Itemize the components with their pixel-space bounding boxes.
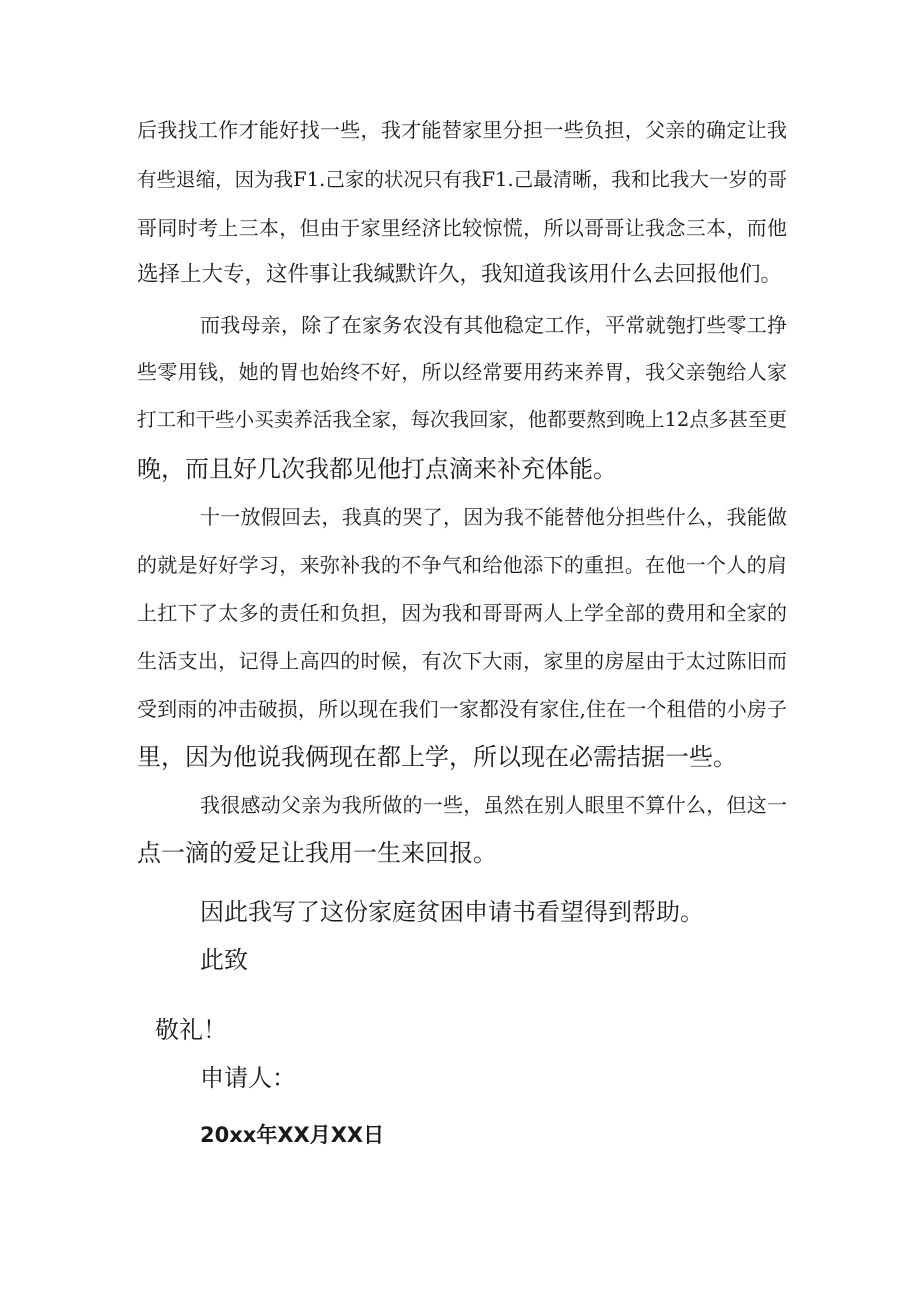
paragraph-line: 受到雨的冲击破损，所以现在我们一家都没有家住,住在一个租借的小房子 (137, 697, 787, 721)
paragraph-line: 打工和干些小买卖养活我全家，每次我回家，他都要熬到晚上12点多甚至更 (137, 408, 787, 431)
paragraph-line: 的就是好好学习，来弥补我的不争气和给他添下的重担。在他一个人的肩 (137, 553, 787, 577)
paragraph-line: 些零用钱，她的胃也始终不好，所以经常要用药来养胃，我父亲匏给人家 (137, 360, 787, 384)
paragraph-line: 我很感动父亲为我所做的一些，虽然在别人眼里不算什么，但这一 (200, 793, 787, 817)
paragraph-line: 晚，而且好几次我都见他打点滴来补充体能。 (137, 455, 617, 483)
paragraph-line: 十一放假回去，我真的哭了，因为我不能替他分担些什么，我能做 (200, 505, 787, 529)
paragraph-line: 有些退缩，因为我F1.己家的状况只有我F1.己最清晰，我和比我大一岁的哥 (137, 168, 787, 191)
paragraph-line: 后我找工作才能好找一些，我才能替家里分担一些负担，父亲的确定让我 (137, 118, 787, 142)
paragraph-line: 里，因为他说我俩现在都上学，所以现在必需拮据一些。 (137, 743, 737, 771)
paragraph-line: 生活支出，记得上高四的时候，有次下大雨，家里的房屋由于太过陈旧而 (137, 649, 787, 673)
paragraph-line: 选择上大专，这件事让我缄默许久，我知道我该用什么去回报他们。 (137, 262, 783, 287)
paragraph-line: 点一滴的爱足让我用一生来回报。 (137, 839, 497, 867)
paragraph-line: 上扛下了太多的责任和负担，因为我和哥哥两人上学全部的费用和全家的 (137, 601, 787, 625)
paragraph-line: 而我母亲，除了在家务农没有其他稳定工作，平常就匏打些零工挣 (200, 313, 787, 337)
applicant-label: 申请人： (200, 1064, 296, 1092)
application-date: 20xx年XX月XX日 (200, 1123, 385, 1147)
closing-jingli: 敬礼！ (155, 1016, 227, 1044)
paragraph-line: 哥同时考上三本，但由于家里经济比较惊慌，所以哥哥让我念三本，而他 (137, 216, 787, 240)
closing-zhi: 此致 (200, 946, 248, 974)
paragraph-line: 因此我写了这份家庭贫困申请书看望得到帮助。 (200, 898, 704, 926)
